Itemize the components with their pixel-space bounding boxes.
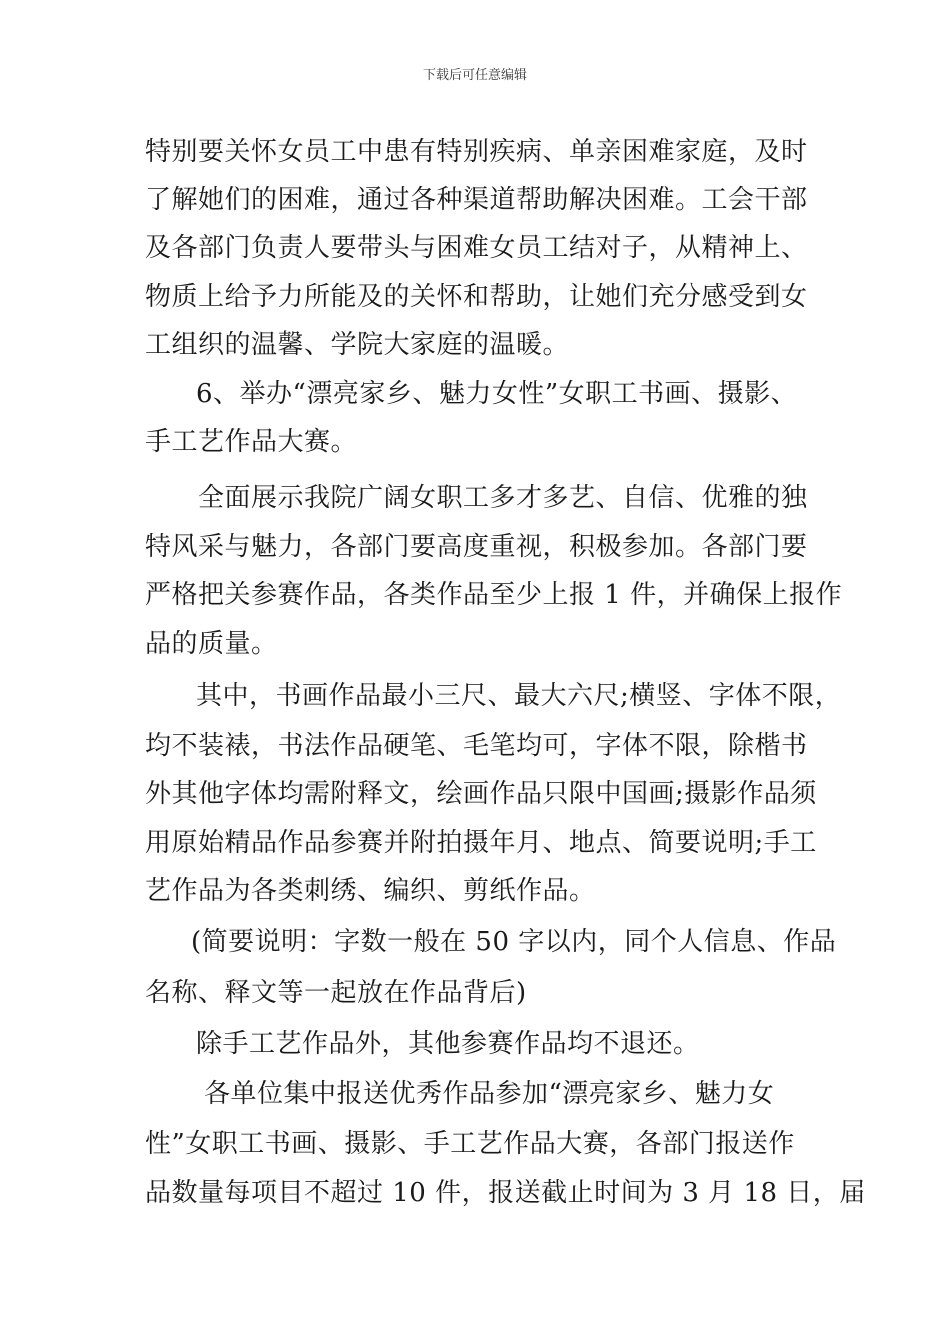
paragraph-line: 特风采与魅力，各部门要高度重视，积极参加。各部门要 [145, 532, 808, 562]
paragraph-line: 名称、释文等一起放在作品背后) [145, 978, 527, 1008]
paragraph-line: 其中，书画作品最小三尺、最大六尺;横竖、字体不限， [196, 681, 842, 711]
paragraph-line: 工组织的温馨、学院大家庭的温暖。 [145, 330, 570, 360]
paragraph-line: 均不装裱，书法作品硬笔、毛笔均可，字体不限，除楷书 [145, 731, 808, 761]
paragraph-line: 了解她们的困难，通过各种渠道帮助解决困难。工会干部 [145, 185, 808, 215]
paragraph-line: 物质上给予力所能及的关怀和帮助，让她们充分感受到女 [145, 282, 808, 312]
paragraph-line: 艺作品为各类刺绣、编织、剪纸作品。 [145, 876, 596, 906]
paragraph-line: 及各部门负责人要带头与困难女员工结对子，从精神上、 [145, 233, 808, 263]
paragraph-line: 各单位集中报送优秀作品参加“漂亮家乡、魅力女 [204, 1079, 775, 1109]
paragraph-line: 品的质量。 [145, 629, 278, 659]
section-heading-line: 手工艺作品大赛。 [145, 427, 358, 457]
paragraph-line: 用原始精品作品参赛并附拍摄年月、地点、简要说明;手工 [145, 828, 817, 858]
paragraph-line: 品数量每项目不超过 10 件，报送截止时间为 3 月 18 日，届 [145, 1178, 866, 1208]
paragraph-line: 除手工艺作品外，其他参赛作品均不退还。 [196, 1029, 700, 1059]
page-header: 下载后可任意编辑 [422, 68, 527, 83]
paragraph-line: 全面展示我院广阔女职工多才多艺、自信、优雅的独 [198, 483, 808, 513]
paragraph-line: (简要说明：字数一般在 50 字以内，同个人信息、作品 [191, 927, 837, 957]
paragraph-line: 外其他字体均需附释文，绘画作品只限中国画;摄影作品须 [145, 779, 817, 809]
paragraph-line: 特别要关怀女员工中患有特别疾病、单亲困难家庭，及时 [145, 137, 808, 167]
section-heading-line: 6、举办“漂亮家乡、魅力女性”女职工书画、摄影、 [196, 379, 798, 409]
paragraph-line: 性”女职工书画、摄影、手工艺作品大赛，各部门报送作 [145, 1129, 795, 1159]
paragraph-line: 严格把关参赛作品，各类作品至少上报 1 件，并确保上报作 [145, 580, 843, 610]
